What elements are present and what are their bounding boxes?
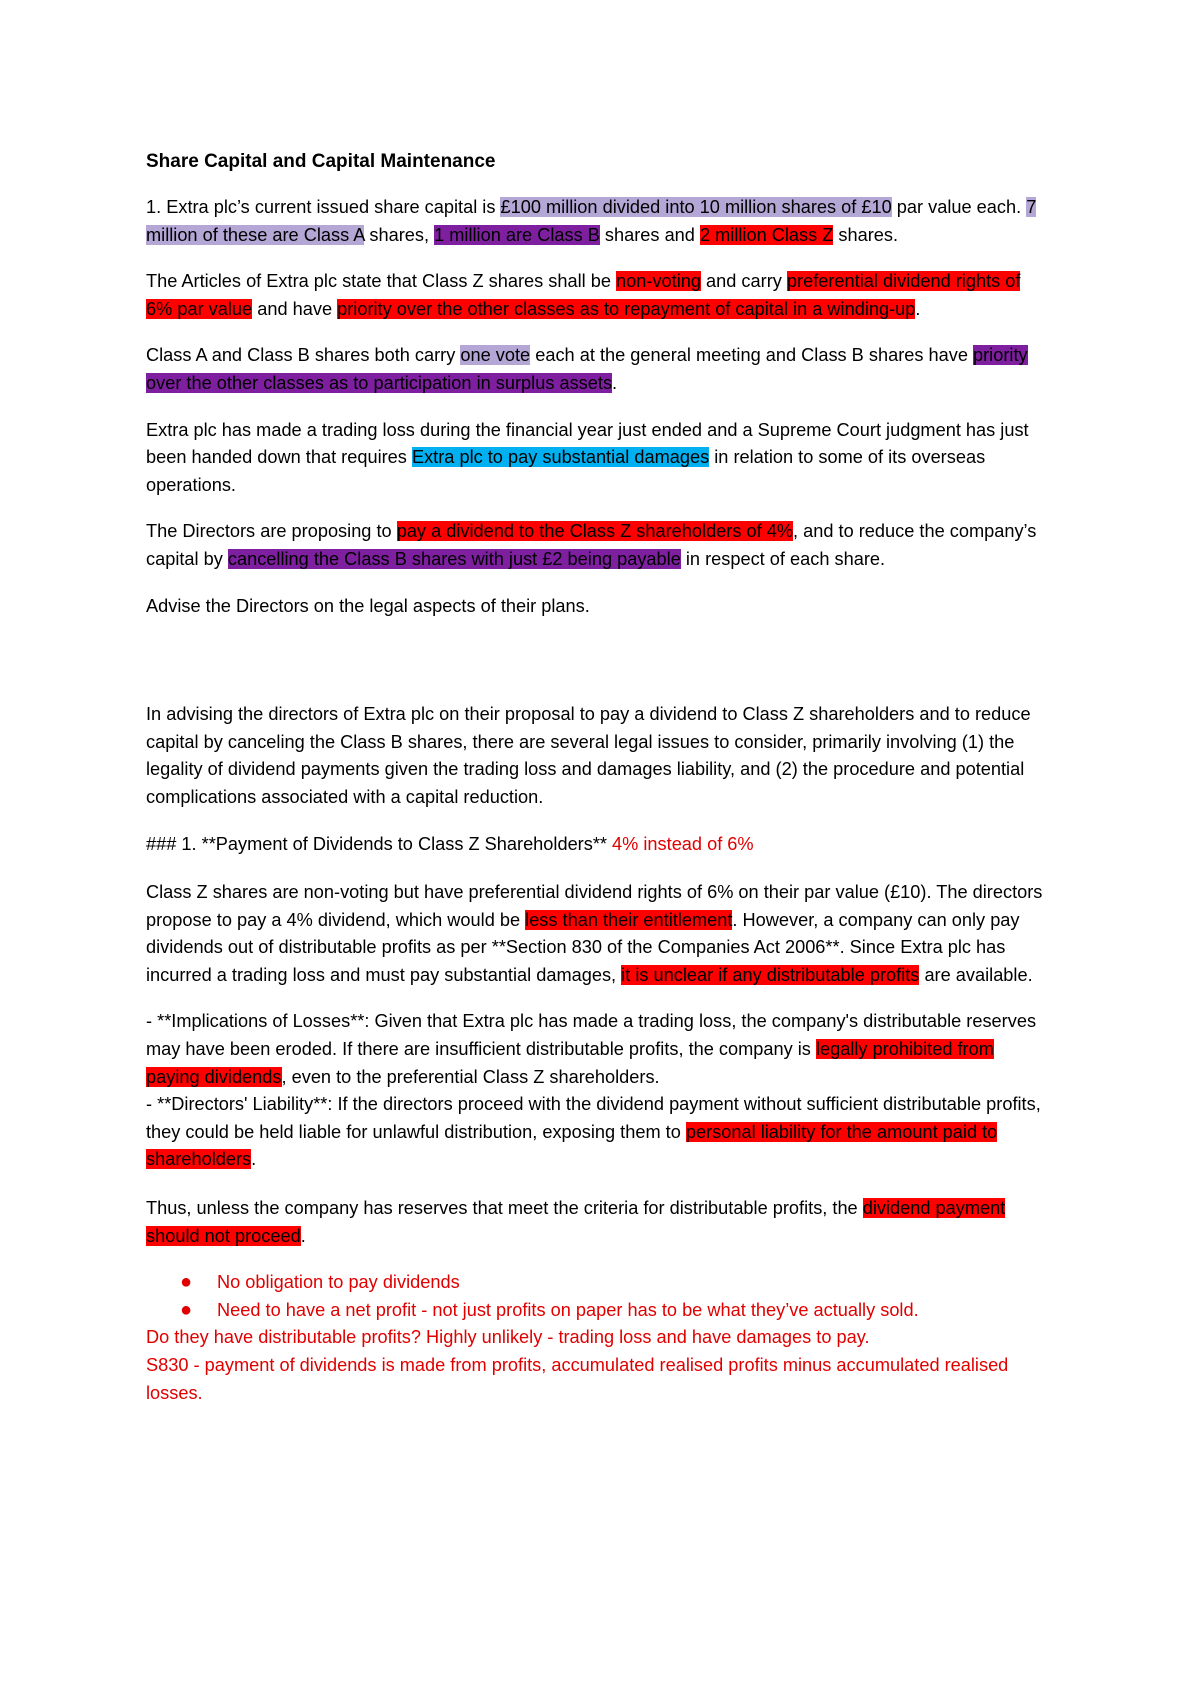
text-run: each at the general meeting and Class B shares have [530, 345, 974, 366]
text-run: in respect of each share. [680, 548, 886, 569]
dash-list [146, 1008, 1050, 1174]
text-run: Extra plc has made a trading loss during the financial year just ended and a Supreme Court judgment has just been handed down that requires [146, 419, 1029, 468]
text-run: in relation to some of its overseas operations. [146, 447, 986, 495]
highlight-red: personal liability for the amount paid to shareholders [146, 1121, 998, 1170]
text-run: and carry [700, 271, 787, 292]
bullet-text: No obligation to pay dividends [217, 1272, 460, 1293]
text-run: par value each. [891, 197, 1027, 217]
highlight-lavender: £100 million divided into 10 million shares of £10 [500, 197, 892, 217]
question-paragraph-5 [146, 518, 1050, 573]
note-line: Do they have distributable profits? Highly unlikely - trading loss and have damages to pay. [146, 1327, 870, 1348]
highlight-red: less than their entitlement [525, 909, 733, 930]
section-heading-1 [146, 831, 1050, 859]
text-run: , and to reduce the company’s capital by [146, 521, 1037, 569]
question-paragraph-1 [146, 194, 1050, 249]
list-item [180, 1269, 1050, 1297]
highlight-purple: priority over the other classes as to participation in surplus assets [146, 345, 1028, 393]
text-run: shares and [599, 224, 700, 245]
text-run: Class A and Class B shares both carry [146, 345, 461, 366]
text-run: . [612, 372, 618, 393]
highlight-red: pay a dividend to the Class Z shareholders of 4% [396, 521, 794, 542]
text-run: . However, a company can only pay dividends out of distributable profits as per **Section 830 of the Companies Act 2006**. Since Extra plc has incurred a trading loss and must pay substantial damages, [146, 909, 1020, 985]
text-run: - **Implications of Losses**: Given that Extra plc has made a trading loss, the company's distributable reserves may have been eroded. If there are insufficient distributable profits, the company is [146, 1011, 1037, 1060]
highlight-red: 2 million Class Z [699, 224, 834, 245]
document-title: Share Capital and Capital Maintenance [146, 151, 496, 172]
answer-conclusion [146, 1195, 1050, 1250]
text-run: . [915, 298, 921, 319]
dash-item-losses [146, 1008, 1050, 1091]
question-paragraph-4 [146, 417, 1050, 500]
highlight-red: priority over the other classes as to repayment of capital in a winding-up [337, 298, 916, 319]
answer-paragraph-dividends [146, 879, 1050, 989]
highlight-lavender: one vote [460, 345, 531, 366]
text-run: . [251, 1149, 257, 1170]
red-annotation: 4% instead of 6% [612, 833, 754, 854]
text-run: 1. Extra plc’s current issued share capital is [146, 197, 501, 217]
answer-intro: In advising the directors of Extra plc on their proposal to pay a dividend to Class Z shareholders and to reduce capital by canceling the Class B shares, there are several legal issues to consider, primarily involving (1) the legality of dividend payments given the trading loss and damages liability, and (2) the procedure and potential complications associated with a capital reduction. [146, 704, 1031, 807]
text-run: ### 1. **Payment of Dividends to Class Z Shareholders** [146, 833, 613, 854]
text-run: - **Directors' Liability**: If the directors proceed with the dividend payment without sufficient distributable profits, they could be held liable for unlawful distribution, exposing them to [146, 1094, 1041, 1142]
list-item [180, 1297, 1050, 1325]
text-run: , even to the preferential Class Z shareholders. [281, 1066, 660, 1087]
text-run: are available. [919, 964, 1033, 985]
highlight-red: non-voting [616, 271, 701, 292]
highlight-lavender: 7 million of these are Class A [146, 197, 1037, 245]
bullet-list [146, 1269, 1050, 1324]
red-notes [146, 1324, 1050, 1407]
highlight-red: preferential dividend rights of 6% par value [146, 271, 1021, 319]
text-run: . [300, 1225, 306, 1246]
highlight-purple: cancelling the Class B shares with just £2 being payable [227, 548, 681, 569]
text-run: shares, [364, 224, 435, 245]
text-run: Class Z shares are non-voting but have preferential dividend rights of 6% on their par value (£10). The directors propose to pay a 4% dividend, which would be [146, 882, 1043, 930]
bullet-icon: ● [180, 1271, 193, 1294]
question-instruction: Advise the Directors on the legal aspects of their plans. [146, 595, 590, 616]
note-line: S830 - payment of dividends is made from profits, accumulated realised profits minus accumulated realised losses. [146, 1355, 1009, 1403]
text-run: The Directors are proposing to [146, 521, 397, 542]
highlight-red: it is unclear if any distributable profits [621, 964, 920, 985]
highlight-purple: 1 million are Class B [434, 224, 600, 245]
question-paragraph-3 [146, 342, 1050, 397]
dash-item-liability [146, 1091, 1050, 1174]
text-run: Thus, unless the company has reserves that meet the criteria for distributable profits, the [146, 1198, 863, 1219]
blank-space [146, 639, 1050, 701]
text-run: and have [252, 298, 338, 319]
question-paragraph-2 [146, 268, 1050, 323]
highlight-red: legally prohibited from paying dividends [146, 1039, 994, 1087]
bullet-icon: ● [180, 1298, 193, 1321]
highlight-red: dividend payment should not proceed [146, 1198, 1006, 1246]
bullet-text: Need to have a net profit - not just profits on paper has to be what they’ve actually sold. [217, 1299, 919, 1320]
text-run: The Articles of Extra plc state that Class Z shares shall be [146, 271, 617, 292]
highlight-cyan: Extra plc to pay substantial damages [411, 447, 710, 468]
text-run: shares. [833, 224, 899, 245]
